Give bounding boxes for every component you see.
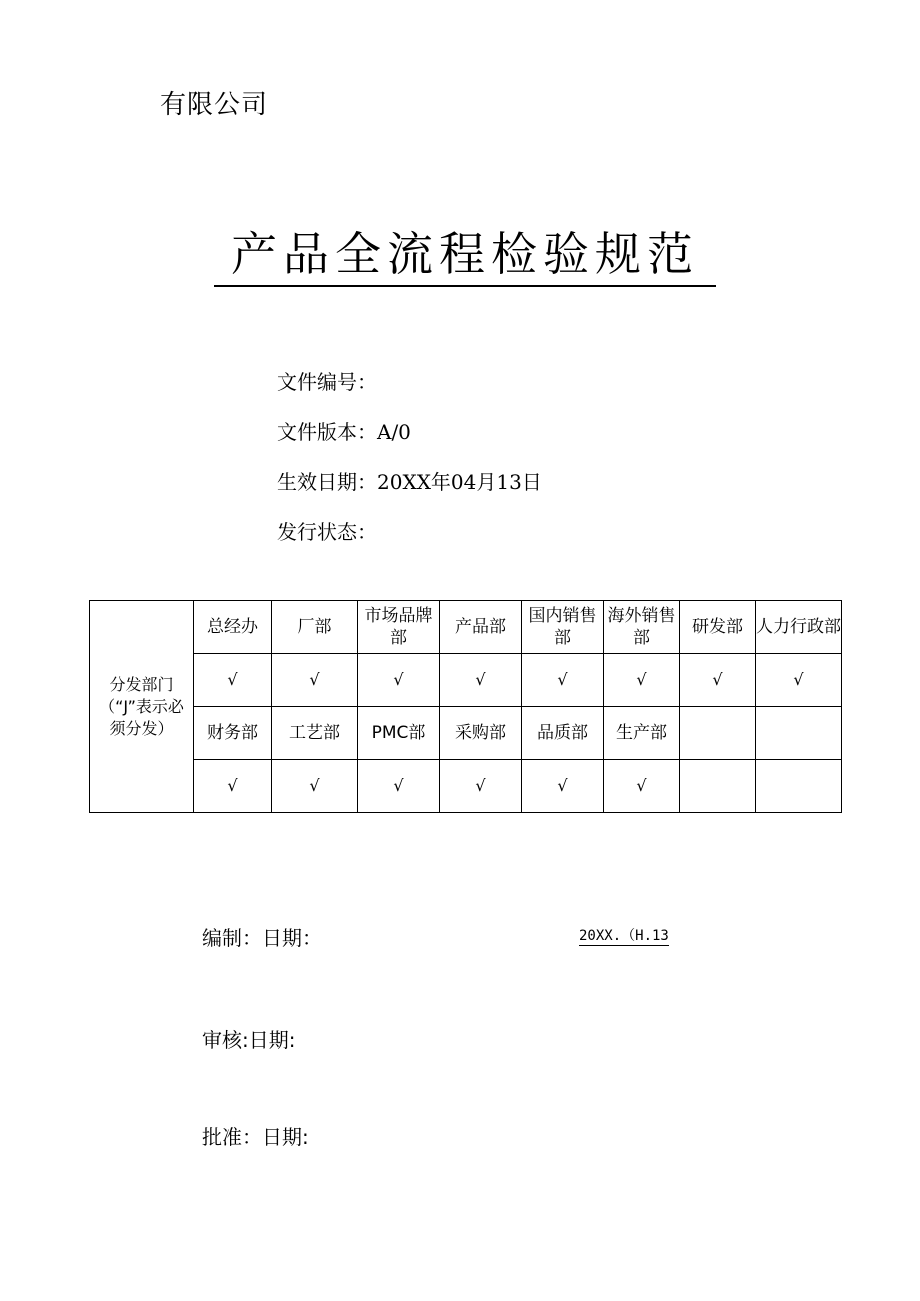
check-mark: √ bbox=[194, 654, 272, 707]
meta-release-status bbox=[277, 516, 542, 566]
document-title: 产品全流程检验规范 bbox=[231, 227, 699, 281]
meta-value: A/0 bbox=[377, 420, 411, 444]
check-mark: √ bbox=[440, 654, 522, 707]
document-title-block bbox=[214, 226, 716, 287]
sign-compile: 编制：日期： bbox=[202, 926, 322, 950]
document-meta bbox=[277, 366, 542, 566]
check-mark: √ bbox=[272, 654, 358, 707]
dept-cell: 产品部 bbox=[440, 601, 522, 654]
dept-cell: 品质部 bbox=[522, 707, 604, 760]
dept-cell: 厂部 bbox=[272, 601, 358, 654]
check-mark: √ bbox=[194, 760, 272, 813]
check-mark: √ bbox=[440, 760, 522, 813]
dept-cell: 总经办 bbox=[194, 601, 272, 654]
check-mark: √ bbox=[522, 654, 604, 707]
distribution-label-line: （“J”表示必 bbox=[99, 696, 184, 716]
distribution-table bbox=[89, 600, 842, 813]
dept-cell: 人力行政部 bbox=[756, 601, 842, 654]
meta-label: 文件版本： bbox=[277, 420, 377, 444]
dept-cell bbox=[756, 707, 842, 760]
dept-cell: 生产部 bbox=[604, 707, 680, 760]
dept-cell: 国内销售部 bbox=[522, 601, 604, 654]
check-mark: √ bbox=[756, 654, 842, 707]
check-mark: √ bbox=[358, 760, 440, 813]
meta-effective-date bbox=[277, 466, 542, 516]
check-mark: √ bbox=[272, 760, 358, 813]
meta-doc-version bbox=[277, 416, 542, 466]
distribution-label bbox=[90, 601, 194, 813]
check-mark bbox=[756, 760, 842, 813]
dept-cell: 市场品牌部 bbox=[358, 601, 440, 654]
check-mark: √ bbox=[604, 760, 680, 813]
compile-date: 20XX.（H.13 bbox=[579, 928, 669, 944]
check-mark: √ bbox=[604, 654, 680, 707]
company-name: 有限公司 bbox=[160, 90, 269, 120]
dept-cell: 采购部 bbox=[440, 707, 522, 760]
check-mark bbox=[680, 760, 756, 813]
dept-cell: 工艺部 bbox=[272, 707, 358, 760]
meta-value: 20XX年04月13日 bbox=[377, 470, 542, 494]
dept-cell: 财务部 bbox=[194, 707, 272, 760]
meta-label: 发行状态： bbox=[277, 520, 377, 544]
meta-label: 文件编号： bbox=[277, 370, 377, 394]
distribution-label-line: 分发部门 bbox=[109, 674, 174, 694]
dept-cell: 海外销售部 bbox=[604, 601, 680, 654]
check-mark: √ bbox=[358, 654, 440, 707]
check-mark: √ bbox=[522, 760, 604, 813]
distribution-label-line: 须分发） bbox=[109, 718, 174, 738]
sign-review: 审核:日期: bbox=[202, 1028, 296, 1052]
check-mark: √ bbox=[680, 654, 756, 707]
meta-doc-number bbox=[277, 366, 542, 416]
sign-approve: 批准：日期: bbox=[202, 1125, 309, 1149]
dept-cell: 研发部 bbox=[680, 601, 756, 654]
dept-cell: PMC部 bbox=[358, 707, 440, 760]
meta-label: 生效日期： bbox=[277, 470, 377, 494]
dept-cell bbox=[680, 707, 756, 760]
